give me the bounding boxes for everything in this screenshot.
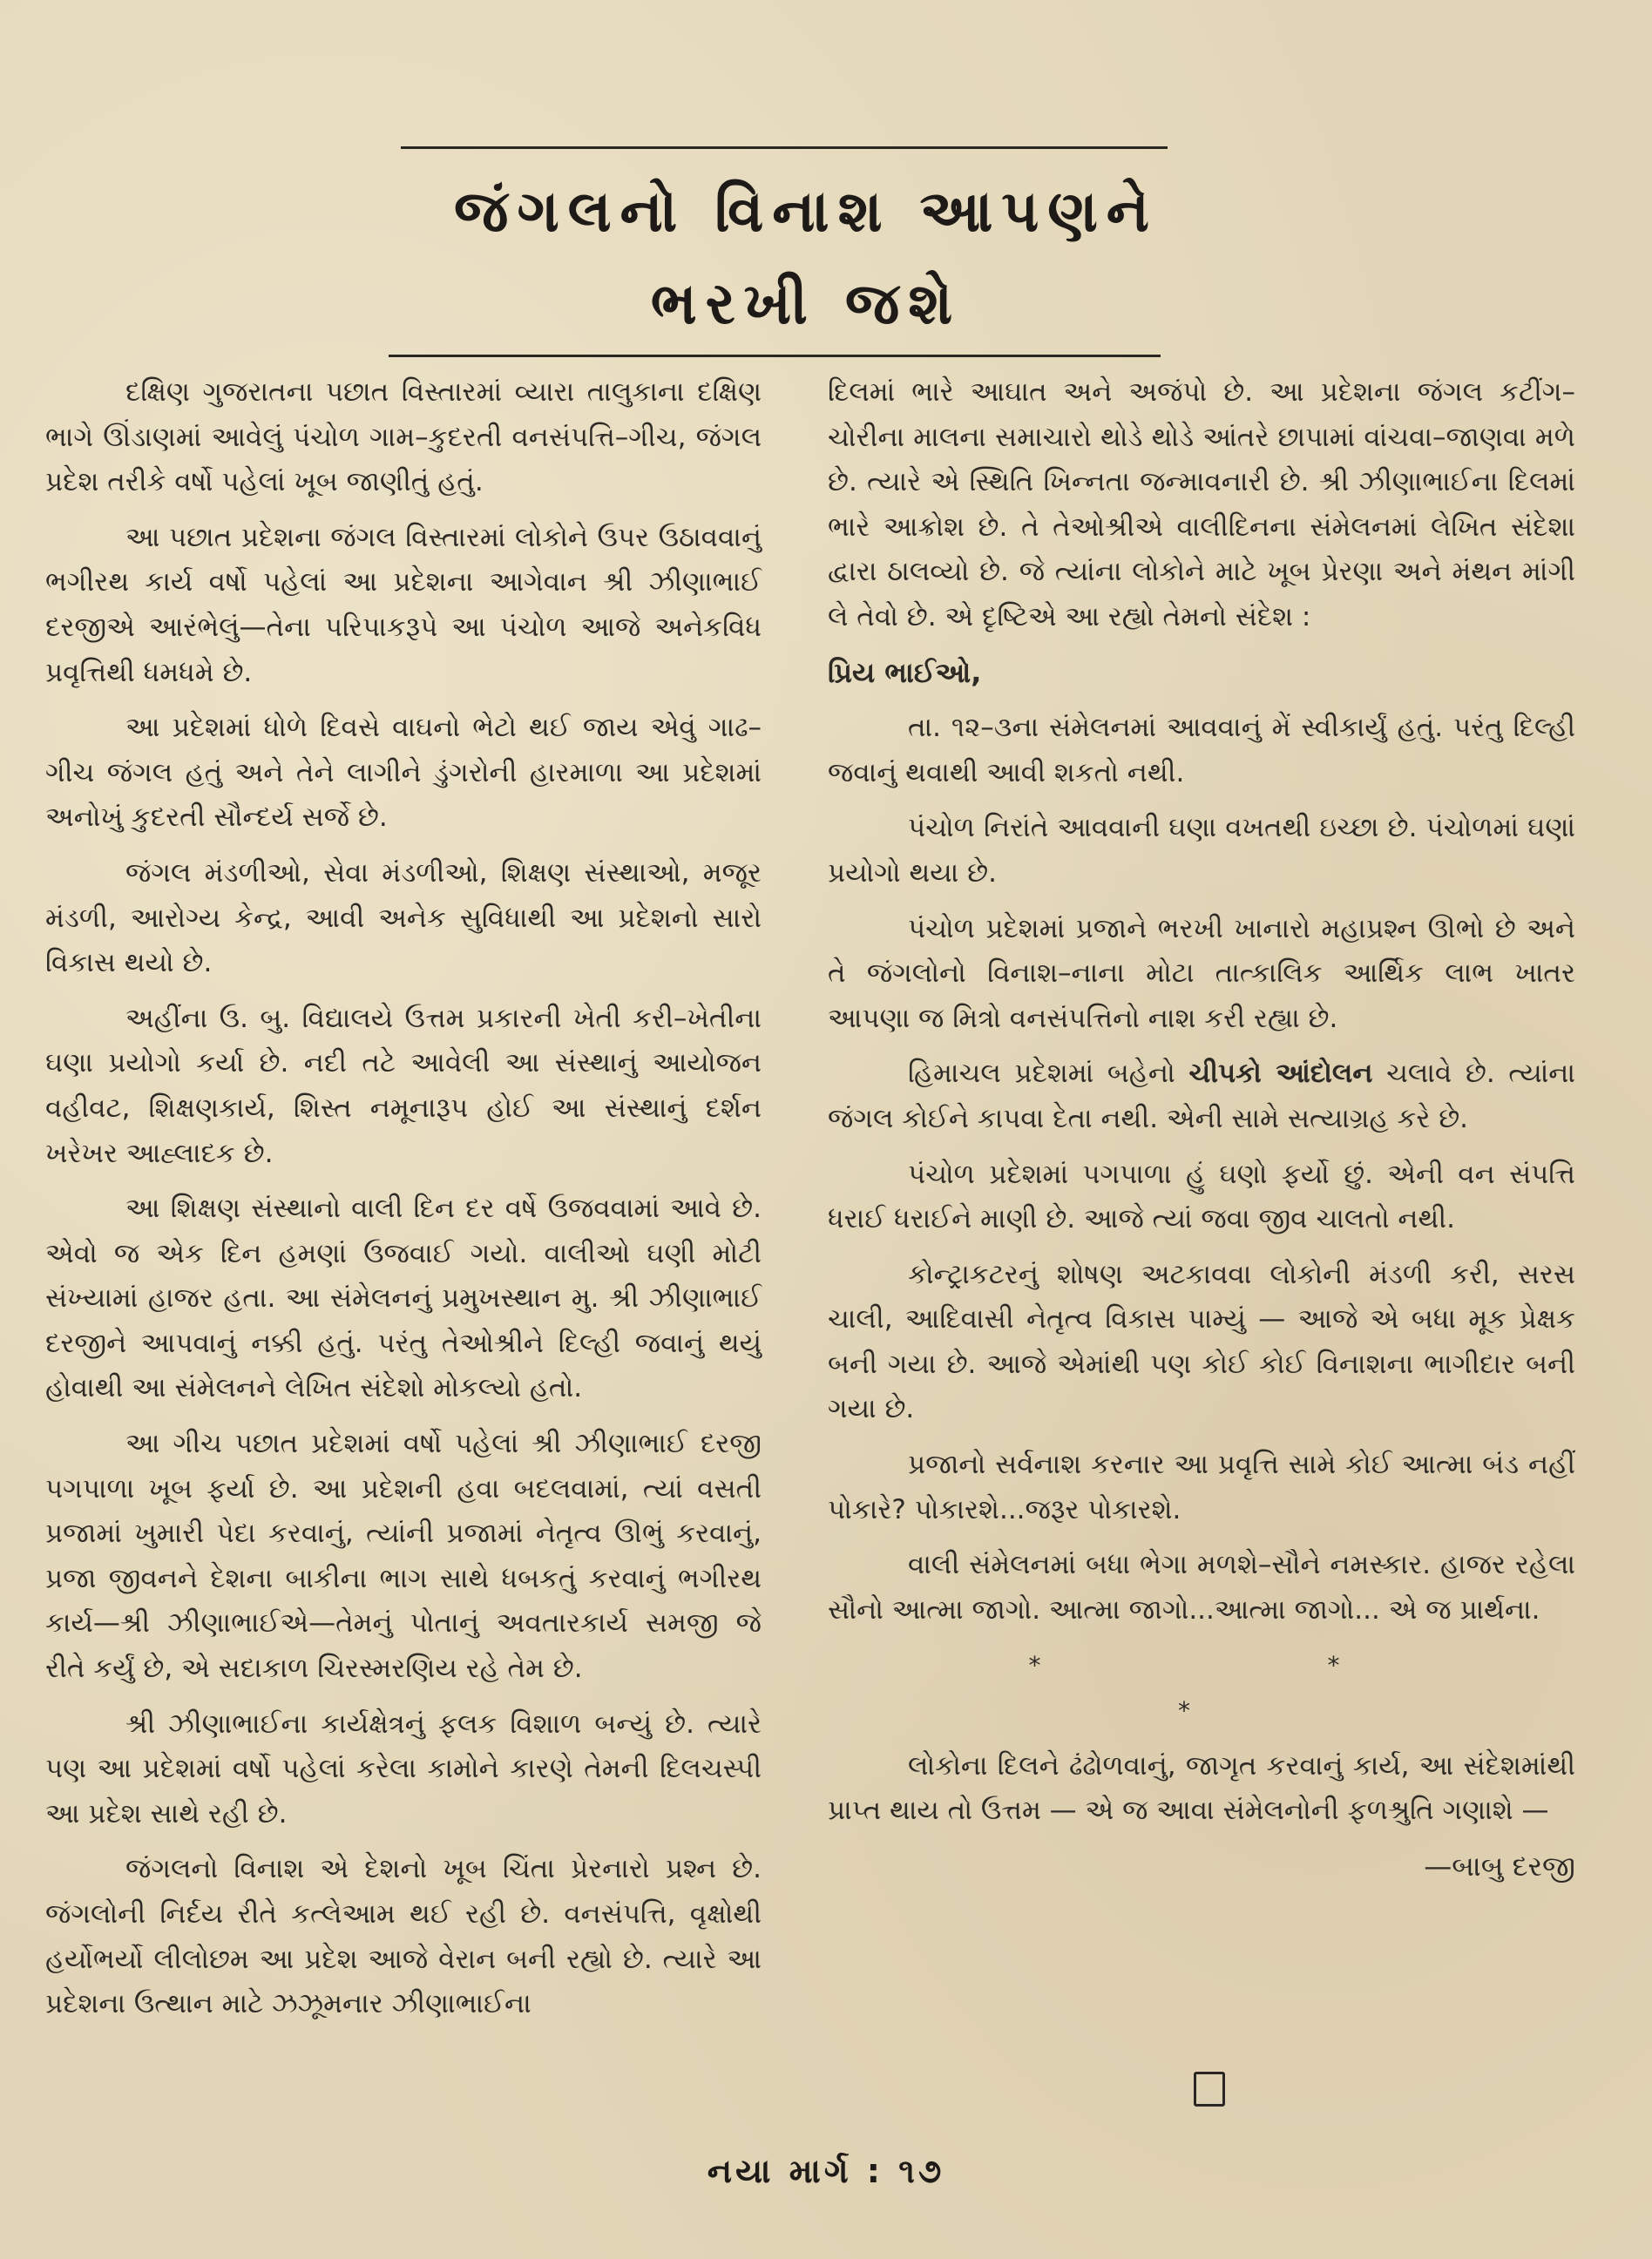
paragraph-continued: દિલમાં ભારે આઘાત અને અજંપો છે. આ પ્રદેશના જંગલ કટીંગ–ચોરીના માલના સમાચારો થોડે થોડે આંતરે છાપામાં વાંચવા–જાણવા મળે છે. ત્યારે એ સ્થિતિ ખિન્નતા જન્માવનારી છે. શ્રી ઝીણાભાઈના દિલમાં ભારે આક્રોશ છે. તે તેઓશ્રીએ વાલીદિનના સંમેલનમાં લેખિત સંદેશા દ્વારા ઠાલવ્યો છે. જે ત્યાંના લોકોને માટે ખૂબ પ્રેરણા અને મંથન માંગી લે તેવો છે. એ દૃષ્ટિએ આ રહ્યો તેમનો સંદેશ : xyxy=(828,376,1575,632)
title-bottom-rule xyxy=(389,355,1161,357)
chipko-text-before: હિમાચલ પ્રદેશમાં બહેનો xyxy=(908,1058,1189,1090)
chipko-paragraph xyxy=(828,1052,1575,1141)
paragraph: વાલી સંમેલનમાં બધા ભેગા મળશે–સૌને નમસ્કાર. હાજર રહેલા સૌનો આત્મા જાગો. આત્મા જાગો...આત્મા જાગો... એ જ પ્રાર્થના. xyxy=(828,1549,1575,1626)
paragraph: પંચોળ પ્રદેશમાં પ્રજાને ભરખી ખાનારો મહાપ્રશ્ન ઊભો છે અને તે જંગલોનો વિનાશ–નાના મોટા તાત્કાલિક આર્થિક લાભ ખાતર આપણા જ મિત્રો વનસંપત્તિનો નાશ કરી રહ્યા છે. xyxy=(828,912,1575,1034)
paragraph: પંચોળ નિરાંતે આવવાની ઘણા વખતથી ઇચ્છા છે. પંચોળમાં ઘણાં પ્રયોગો થયા છે. xyxy=(828,812,1575,889)
page-footer: નયા માર્ગ : ૧૭ xyxy=(707,2152,945,2190)
end-of-article-box-icon xyxy=(1194,2072,1225,2107)
paragraph: આ પ્રદેશમાં ધોળે દિવસે વાઘનો ભેટો થઈ જાય એવું ગાઢ–ગીચ જંગલ હતું અને તેને લાગીને ડુંગરોની હારમાળા આ પ્રદેશમાં અનોખું કુદરતી સૌન્દર્ય સર્જે છે. xyxy=(45,712,762,834)
paragraph: દક્ષિણ ગુજરાતના પછાત વિસ્તારમાં વ્યારા તાલુકાના દક્ષિણ ભાગે ઊંડાણમાં આવેલું પંચોળ ગામ–કુદરતી વનસંપત્તિ–ગીચ, જંગલ પ્રદેશ તરીકે વર્ષો પહેલાં ખૂબ જાણીતું હતું. xyxy=(45,376,762,498)
closing-paragraph: લોકોના દિલને ઢંઢોળવાનું, જાગૃત કરવાનું કાર્ય, આ સંદેશમાંથી પ્રાપ્ત થાય તો ઉત્તમ — એ જ આવા સંમેલનોની ફળશ્રુતિ ગણાશે — xyxy=(828,1749,1575,1827)
paragraph: અહીંના ઉ. બુ. વિદ્યાલયે ઉત્તમ પ્રકારની ખેતી કરી–ખેતીના ઘણા પ્રયોગો કર્યા છે. નદી તટે આવેલી આ સંસ્થાનું આયોજન વહીવટ, શિક્ષણકાર્ય, શિસ્ત નમૂનારૂપ હોઈ આ સંસ્થાનું દર્શન ખરેખર આહ્લાદક છે. xyxy=(45,1002,762,1169)
paragraph: શ્રી ઝીણાભાઈના કાર્યક્ષેત્રનું ફલક વિશાળ બન્યું છે. ત્યારે પણ આ પ્રદેશમાં વર્ષો પહેલાં કરેલા કામોને કારણે તેમની દિલચસ્પી આ પ્રદેશ સાથે રહી છે. xyxy=(45,1708,762,1830)
paragraph: પ્રજાનો સર્વનાશ કરનાર આ પ્રવૃત્તિ સામે કોઈ આત્મા બંડ નહીં પોકારે? પોકારશે...જરૂર પોકારશે. xyxy=(828,1449,1575,1525)
paragraph: જંગલ મંડળીઓ, સેવા મંડળીઓ, શિક્ષણ સંસ્થાઓ, મજૂર મંડળી, આરોગ્ય કેન્દ્ર, આવી અનેક સુવિધાથી આ પ્રદેશનો સારો વિકાસ થયો છે. xyxy=(45,856,762,979)
left-column xyxy=(45,370,762,2038)
salutation: પ્રિય ભાઈઓ, xyxy=(828,655,982,689)
paragraph: જંગલનો વિનાશ એ દેશનો ખૂબ ચિંતા પ્રેરનારો પ્રશ્ન છે. જંગલોની નિર્દય રીતે કત્લેઆમ થઈ રહી છે. વનસંપત્તિ, વૃક્ષોથી હર્યોભર્યો લીલોછમ આ પ્રદેશ આજે વેરાન બની રહ્યો છે. ત્યારે આ પ્રદેશના ઉત્થાન માટે ઝઝૂમનાર ઝીણાભાઈના xyxy=(45,1853,762,2020)
article-title xyxy=(331,166,1281,350)
chipko-text-after: ચલાવે છે. ત્યાંના જંગલ કોઈને કાપવા દેતા નથી. એની સામે સત્યાગ્રહ કરે છે. xyxy=(828,1058,1575,1134)
paragraph: કોન્ટ્રાકટરનું શોષણ અટકાવવા લોકોની મંડળી કરી, સરસ ચાલી, આદિવાસી નેતૃત્વ વિકાસ પામ્યું — આજે એ બધા મૂક પ્રેક્ષક બની ગયા છે. આજે એમાંથી પણ કોઈ કોઈ વિનાશના ભાગીદાર બની ગયા છે. xyxy=(828,1258,1575,1425)
paragraph: આ ગીચ પછાત પ્રદેશમાં વર્ષો પહેલાં શ્રી ઝીણાભાઈ દરજી પગપાળા ખૂબ ફર્યા છે. આ પ્રદેશની હવા બદલવામાં, ત્યાં વસતી પ્રજામાં ખુમારી પેદા કરવાનું, ત્યાંની પ્રજામાં નેતૃત્વ ઊભું કરવાનું, પ્રજા જીવનને દેશના બાકીના ભાગ સાથે ધબકતું કરવાનું ભગીરથ કાર્ય—શ્રી ઝીણાભાઈએ—તેમનું પોતાનું અવતારકાર્ય સમજી જે રીતે કર્યું છે, એ સદાકાળ ચિરસ્મરણિય રહે તેમ છે. xyxy=(45,1428,762,1685)
paragraph: પંચોળ પ્રદેશમાં પગપાળા હું ઘણો ફર્યો છું. એની વન સંપત્તિ ધરાઈ ધરાઈને માણી છે. આજે ત્યાં જવા જીવ ચાલતો નથી. xyxy=(828,1158,1575,1235)
paragraph: તા. ૧૨–૩ના સંમેલનમાં આવવાનું મેં સ્વીકાર્યું હતું. પરંતુ દિલ્હી જવાનું થવાથી આવી શકતો નથી. xyxy=(828,712,1575,788)
paragraph: આ પછાત પ્રદેશના જંગલ વિસ્તારમાં લોકોને ઉપર ઉઠાવવાનું ભગીરથ કાર્ય વર્ષો પહેલાં આ પ્રદેશના આગેવાન શ્રી ઝીણાભાઈ દરજીએ આરંભેલું—તેના પરિપાકરૂપે આ પંચોળ આજે અનેકવિધ પ્રવૃત્તિથી ધમધમે છે. xyxy=(45,521,762,688)
title-top-rule xyxy=(401,146,1168,149)
author-signature: —બાબુ દરજી xyxy=(1424,1849,1575,1883)
section-break-stars: * * * xyxy=(1028,1651,1479,1726)
article-title-line-2: ભરખી જશે xyxy=(650,270,962,337)
paragraph: આ શિક્ષણ સંસ્થાનો વાલી દિન દર વર્ષે ઉજવવામાં આવે છે. એવો જ એક દિન હમણાં ઉજવાઈ ગયો. વાલીઓ ઘણી મોટી સંખ્યામાં હાજર હતા. આ સંમેલનનું પ્રમુખસ્થાન મુ. શ્રી ઝીણાભાઈ દરજીને આપવાનું નક્કી હતું. પરંતુ તેઓશ્રીને દિલ્હી જવાનું થયું હોવાથી આ સંમેલનને લેખિત સંદેશો મોકલ્યો હતો. xyxy=(45,1193,762,1404)
chipko-movement-name: ચીપકો આંદોલન xyxy=(1188,1058,1373,1090)
right-column xyxy=(828,370,1575,1899)
article-title-line-1: જંગલનો વિનાશ આપણને xyxy=(454,178,1158,245)
